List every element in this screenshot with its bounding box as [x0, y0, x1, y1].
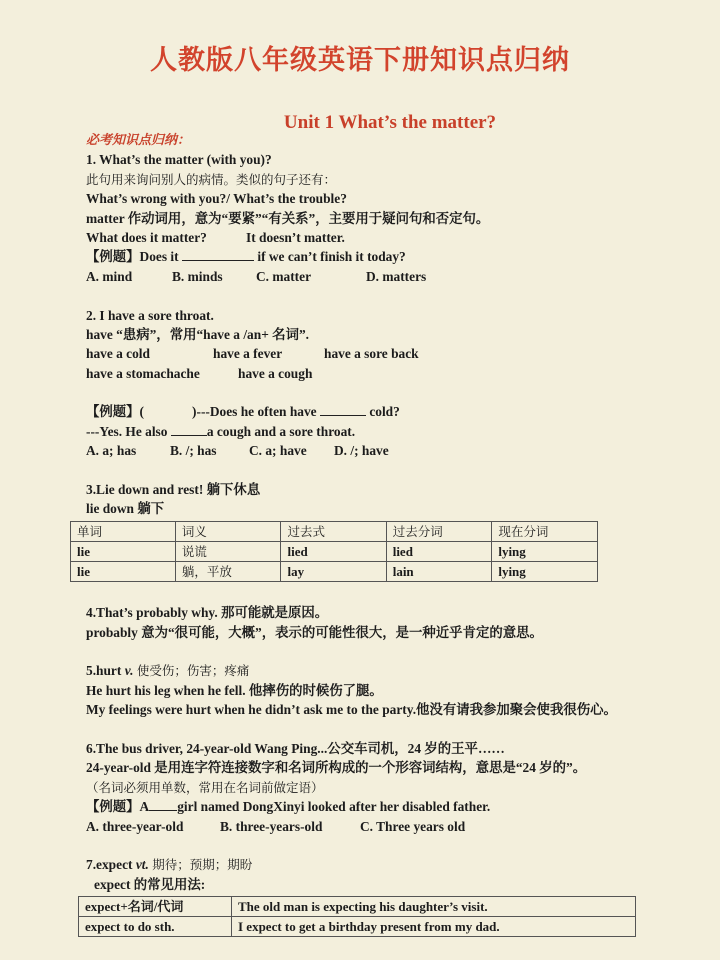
- table-header-cell: 单词: [71, 521, 176, 541]
- table-cell: lying: [492, 541, 598, 561]
- point6-line1: 24-year-old 是用连字符连接数字和名词所构成的一个形容词结构，意思是“24 岁的”。: [86, 760, 587, 776]
- point5-heading-meaning: 使受伤；伤害；疼痛: [136, 663, 250, 679]
- phrase: have a stomachache: [86, 365, 200, 381]
- point1-options: [86, 267, 706, 286]
- phrase: have a cough: [238, 365, 313, 381]
- point3-heading: 3.Lie down and rest! 躺下休息: [86, 482, 261, 498]
- table-header-cell: 词义: [175, 521, 281, 541]
- table-row: [71, 541, 598, 561]
- point5-line2: My feelings were hurt when he didn’t ask me to the party.他没有请我参加聚会使我很伤心。: [86, 702, 617, 718]
- part-of-speech: v.: [124, 663, 134, 679]
- page-title: 人教版八年级英语下册知识点归纳: [150, 45, 570, 76]
- point6-example-a: 【例题】A: [86, 799, 150, 815]
- answer-blank[interactable]: [149, 798, 177, 811]
- point1-example-a: 【例题】Does it: [86, 249, 179, 265]
- option-d: D. matters: [366, 268, 427, 284]
- point7-heading: [86, 855, 706, 874]
- part-of-speech: vt.: [135, 857, 149, 873]
- option-a: A. three-year-old: [86, 818, 184, 834]
- expect-usage-table: [78, 896, 636, 937]
- table-cell: lying: [492, 561, 598, 581]
- table-cell: I expect to get a birthday present from my dad.: [232, 917, 636, 937]
- table-cell: 躺，平放: [175, 561, 281, 581]
- table-row: [79, 897, 636, 917]
- point6-heading: 6.The bus driver, 24-year-old Wang Ping...公交车司机，24 岁的王平……: [86, 740, 505, 756]
- verb-forms-table: [70, 521, 598, 582]
- point1-example-b: if we can’t finish it today?: [257, 249, 406, 265]
- option-b: B. /; has: [170, 443, 217, 459]
- point1-line4: [86, 228, 706, 247]
- point2-example2: [86, 422, 706, 441]
- table-cell: expect to do sth.: [79, 917, 232, 937]
- point7-heading-word: 7.expect: [86, 857, 133, 873]
- table-header-row: [71, 521, 598, 541]
- answer-blank[interactable]: [171, 423, 207, 436]
- table-cell: lied: [281, 541, 386, 561]
- point6-options: [86, 817, 706, 836]
- point2-example-a: 【例题】(: [86, 404, 145, 420]
- notes-body: [77, 131, 706, 937]
- point6-example: [86, 797, 706, 816]
- point2-options: [86, 441, 706, 460]
- point6-line2: （名词必须用单数，常用在名词前做定语）: [86, 779, 324, 795]
- point2-example-b: )---Does he often have: [192, 404, 317, 420]
- option-c: C. a; have: [249, 443, 307, 459]
- point1-line2: What’s wrong with you?/ What’s the trouble?: [86, 191, 347, 207]
- point3-line1: lie down 躺下: [86, 501, 165, 517]
- section-heading: 必考知识点归纳：: [86, 133, 191, 148]
- option-b: B. three-years-old: [220, 818, 323, 834]
- option-c: C. Three years old: [360, 818, 466, 834]
- point1-line3: matter 作动词用，意为“要紧”“有关系”，主要用于疑问句和否定句。: [86, 210, 490, 226]
- point7-heading-meaning: 期待；预期；期盼: [152, 857, 253, 873]
- point2-heading: 2. I have a sore throat.: [86, 307, 214, 323]
- point1-line1: 此句用来询问别人的病情。类似的句子还有：: [86, 171, 337, 187]
- table-cell: lied: [386, 541, 492, 561]
- point4-heading: 4.That’s probably why. 那可能就是原因。: [86, 605, 329, 621]
- answer-blank[interactable]: [182, 248, 254, 261]
- table-cell: lie: [71, 561, 176, 581]
- phrase: have a sore back: [324, 346, 419, 362]
- table-cell: lay: [281, 561, 386, 581]
- table-header-cell: 过去分词: [386, 521, 492, 541]
- point6-example-b: girl named DongXinyi looked after her disabled father.: [177, 799, 491, 815]
- option-b: B. minds: [172, 268, 223, 284]
- table-cell: expect+名词/代词: [79, 897, 232, 917]
- table-row: [79, 917, 636, 937]
- table-cell: lain: [386, 561, 492, 581]
- point2-example2-b: a cough and a sore throat.: [206, 423, 356, 439]
- phrase: have a fever: [213, 346, 283, 362]
- table-header-cell: 过去式: [281, 521, 386, 541]
- table-row: [71, 561, 598, 581]
- point2-example: [86, 402, 706, 421]
- point2-example-c: cold?: [369, 404, 400, 420]
- option-a: A. mind: [86, 268, 133, 284]
- option-c: C. matter: [256, 268, 312, 284]
- point2-line1: have “患病”，常用“have a /an+ 名词”.: [86, 326, 310, 342]
- point2-row2: [86, 364, 706, 383]
- point1-heading: 1. What’s the matter (with you)?: [86, 152, 272, 168]
- point1-line4b: It doesn’t matter.: [246, 229, 345, 245]
- table-cell: The old man is expecting his daughter’s visit.: [232, 897, 636, 917]
- table-cell: 说谎: [175, 541, 281, 561]
- point4-line1: probably 意为“很可能，大概”，表示的可能性很大，是一种近乎肯定的意思。: [86, 624, 543, 640]
- point5-heading: [86, 661, 706, 680]
- point5-line1: He hurt his leg when he fell. 他摔伤的时候伤了腿。: [86, 682, 383, 698]
- point2-example2-a: ---Yes. He also: [86, 423, 168, 439]
- point1-line4a: What does it matter?: [86, 229, 207, 245]
- table-cell: lie: [71, 541, 176, 561]
- point5-heading-word: 5.hurt: [86, 663, 122, 679]
- point7-line1: expect 的常见用法:: [94, 876, 206, 892]
- point1-example: [86, 247, 706, 266]
- point2-row1: [86, 344, 706, 363]
- phrase: have a cold: [86, 346, 150, 362]
- option-a: A. a; has: [86, 443, 137, 459]
- table-header-cell: 现在分词: [492, 521, 598, 541]
- option-d: D. /; have: [334, 443, 389, 459]
- answer-blank[interactable]: [320, 403, 366, 416]
- unit-title: Unit 1 What’s the matter?: [283, 112, 497, 133]
